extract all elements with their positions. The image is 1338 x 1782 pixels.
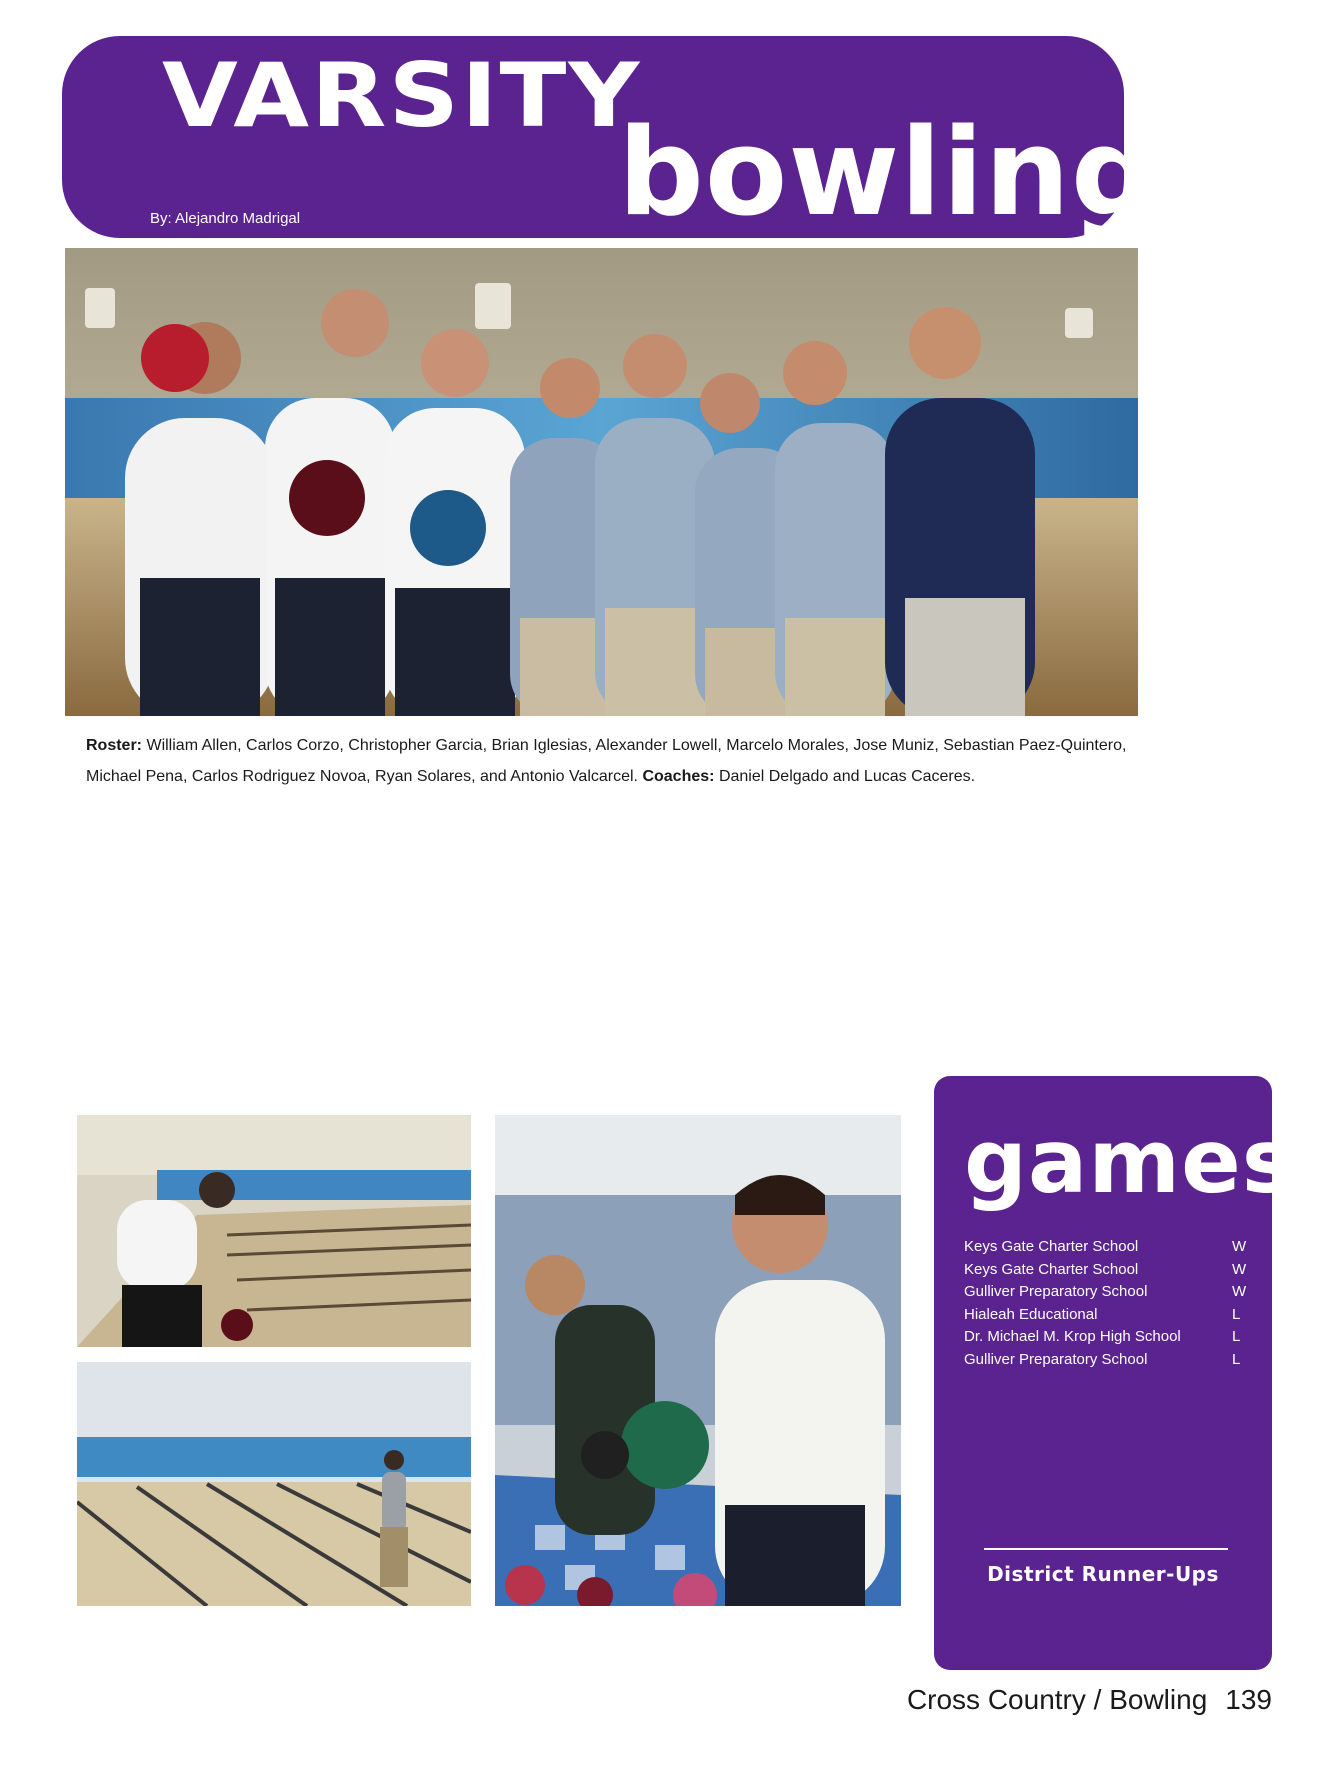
game-opponent: Keys Gate Charter School [964, 1260, 1139, 1278]
roster-caption [86, 730, 1146, 792]
game-result-row [964, 1259, 1250, 1282]
title-varsity: VARSITY [162, 44, 642, 148]
games-results-list [964, 1236, 1250, 1371]
games-divider [984, 1548, 1228, 1550]
team-photo [65, 248, 1138, 716]
header-banner [62, 36, 1158, 243]
bowler-photo-1 [77, 1115, 471, 1347]
game-opponent: Keys Gate Charter School [964, 1238, 1139, 1255]
title-bowling: bowling [618, 104, 1158, 243]
games-summary: District Runner-Ups [987, 1562, 1219, 1586]
games-title: games [964, 1110, 1296, 1213]
game-result-row [964, 1236, 1250, 1259]
game-result-row [964, 1304, 1250, 1327]
coaches-names: Daniel Delgado and Lucas Caceres. [718, 768, 976, 785]
page-footer [907, 1684, 1272, 1716]
game-result: L [1232, 1328, 1241, 1345]
section-name: Cross Country / Bowling [906, 1684, 1208, 1715]
bowler-photo-3 [495, 1115, 901, 1606]
game-opponent: Hialeah Educational [964, 1305, 1098, 1323]
roster-label: Roster: [86, 737, 143, 754]
game-result: W [1232, 1260, 1247, 1278]
page-number: 139 [1225, 1684, 1272, 1715]
game-result: W [1232, 1238, 1247, 1255]
game-result: L [1232, 1350, 1241, 1368]
game-opponent: Gulliver Preparatory School [964, 1350, 1148, 1368]
games-panel [934, 1076, 1296, 1670]
byline: By: Alejandro Madrigal [150, 210, 301, 227]
bowler-photo-2 [77, 1362, 471, 1606]
game-result: W [1232, 1283, 1247, 1300]
game-opponent: Dr. Michael M. Krop High School [964, 1328, 1181, 1345]
game-result: L [1232, 1305, 1241, 1323]
game-result-row [964, 1326, 1250, 1349]
coaches-label: Coaches: [642, 768, 715, 785]
game-opponent: Gulliver Preparatory School [964, 1283, 1148, 1300]
game-result-row [964, 1349, 1250, 1372]
roster-names: William Allen, Carlos Corzo, Christopher Garcia, Brian Iglesias, Alexander Lowell, Marcelo Morales, Jose Muniz, Sebastian Paez-Quintero, Michael Pena, Carlos Rodriguez Novoa, Ryan Solares, and Antonio Valcarcel. [86, 737, 1127, 785]
game-result-row [964, 1281, 1250, 1304]
